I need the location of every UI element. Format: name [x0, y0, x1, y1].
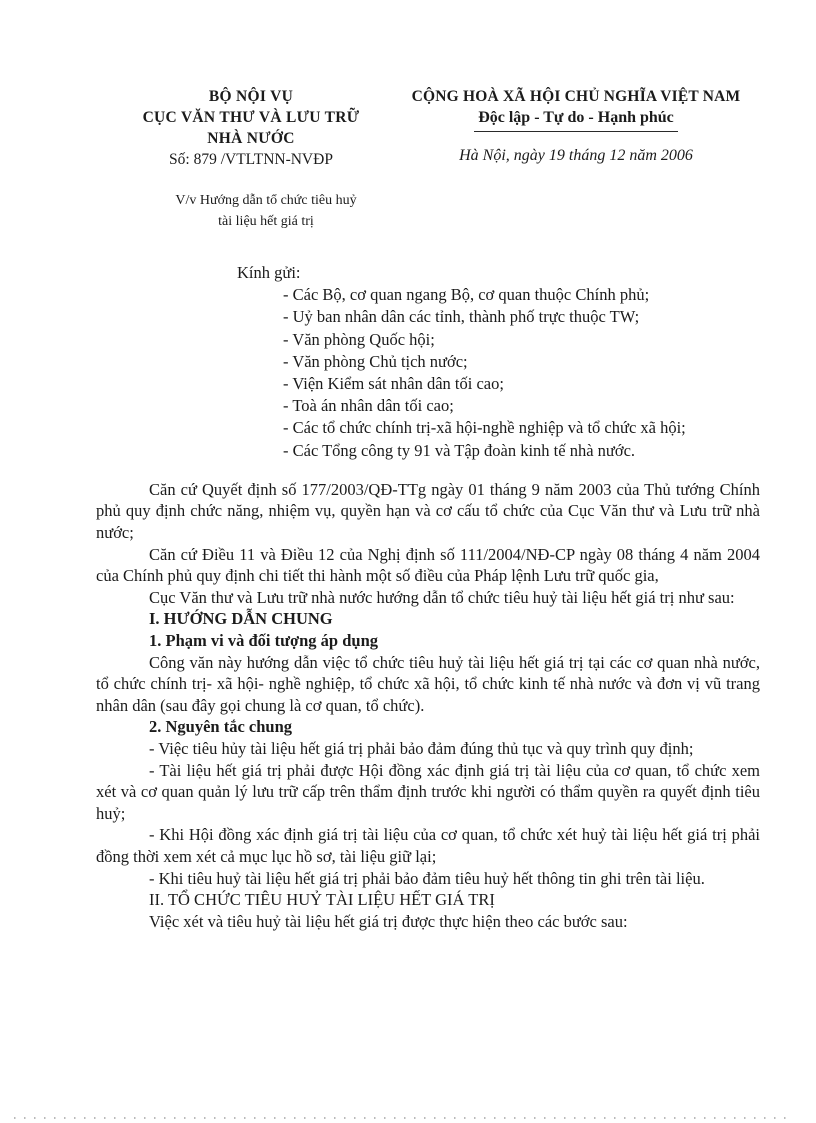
recipient-item: - Các tổ chức chính trị-xã hội-nghề nghiệp và tổ chức xã hội;	[283, 418, 686, 438]
parent-agency-name: BỘ NỘI VỤ	[208, 88, 294, 105]
national-header-block	[392, 86, 760, 232]
recipient-item: - Văn phòng Quốc hội;	[283, 329, 435, 349]
body-bullet-principle-3: - Khi Hội đồng xác định giá trị tài liệu của cơ quan, tổ chức xét huỷ tài liệu hết giá trị phải đồng thời xem xét cả mục lục hồ sơ, tài liệu giữ lại;	[96, 825, 760, 866]
subsection-heading-1-1: 1. Phạm vi và đối tượng áp dụng	[149, 630, 379, 650]
recipient-item: - Các Bộ, cơ quan ngang Bộ, cơ quan thuộc Chính phủ;	[283, 285, 650, 305]
body-paragraph-legal-basis-1: Căn cứ Quyết định số 177/2003/QĐ-TTg ngày 01 tháng 9 năm 2003 của Thủ tướng Chính phủ quy định chức năng, nhiệm vụ, quyền hạn và cơ cấu tổ chức của Cục Văn thư và Lưu trữ nhà nước;	[96, 479, 760, 543]
subject-line-1: V/v Hướng dẫn tổ chức tiêu huỷ	[175, 193, 357, 208]
body-paragraph-intro: Cục Văn thư và Lưu trữ nhà nước hướng dẫn tổ chức tiêu huỷ tài liệu hết giá trị như sau:	[149, 587, 735, 607]
recipient-item: - Các Tổng công ty 91 và Tập đoàn kinh tế nhà nước.	[283, 440, 636, 460]
recipient-item: - Văn phòng Chủ tịch nước;	[283, 351, 468, 371]
document-body	[96, 479, 760, 932]
document-header	[0, 0, 816, 232]
document-content	[0, 262, 816, 932]
national-motto: Độc lập - Tự do - Hạnh phúc	[474, 107, 678, 132]
section-heading-2: II. TỔ CHỨC TIÊU HUỶ TÀI LIỆU HẾT GIÁ TRỊ	[149, 890, 495, 910]
national-motto-wrap	[392, 107, 760, 132]
body-paragraph-scope: Công văn này hướng dẫn việc tổ chức tiêu huỷ tài liệu hết giá trị tại các cơ quan nhà nước, tổ chức chính trị- xã hội- nghề nghiệp, tổ chức xã hội, tổ chức kinh tế nhà nước và đơn vị vũ trang nhân dân (sau đây gọi chung là cơ quan, tổ chức).	[96, 652, 760, 715]
document-number: Số: 879 /VTLTNN-NVĐP	[169, 151, 333, 168]
issuing-agency-block	[110, 86, 392, 232]
national-title: CỘNG HOÀ XÃ HỘI CHỦ NGHĨA VIỆT NAM	[411, 88, 741, 105]
body-bullet-principle-2: - Tài liệu hết giá trị phải được Hội đồng xác định giá trị tài liệu của cơ quan, tổ chức xem xét và cơ quan quản lý lưu trữ cấp trên thẩm định trước khi người có thẩm quyền ra quyết định tiêu huỷ;	[96, 760, 760, 823]
section-heading-1: I. HƯỚNG DẪN CHUNG	[149, 609, 333, 629]
recipient-item: - Viện Kiểm sát nhân dân tối cao;	[283, 374, 504, 394]
recipient-item: - Toà án nhân dân tối cao;	[283, 396, 454, 416]
body-bullet-principle-1: - Việc tiêu hủy tài liệu hết giá trị phải bảo đảm đúng thủ tục và quy trình quy định;	[149, 738, 694, 758]
subject-line-2: tài liệu hết giá trị	[218, 214, 314, 229]
body-bullet-principle-4: - Khi tiêu huỷ tài liệu hết giá trị phải bảo đảm tiêu huỷ hết thông tin ghi trên tài liệu.	[149, 868, 705, 888]
page-bottom-dotted-divider	[14, 1117, 794, 1119]
body-paragraph-legal-basis-2: Căn cứ Điều 11 và Điều 12 của Nghị định số 111/2004/NĐ-CP ngày 08 tháng 4 năm 2004 của Chính phủ quy định chi tiết thi hành một số điều của Pháp lệnh Lưu trữ quốc gia,	[96, 544, 760, 586]
document-subject	[140, 190, 392, 232]
agency-name-line1: CỤC VĂN THƯ VÀ LƯU TRỮ	[142, 109, 360, 126]
body-paragraph-steps-intro: Việc xét và tiêu huỷ tài liệu hết giá trị được thực hiện theo các bước sau:	[149, 911, 628, 931]
recipients-block	[96, 262, 760, 462]
subsection-heading-1-2: 2. Nguyên tắc chung	[149, 717, 293, 737]
recipient-item: - Uỷ ban nhân dân các tỉnh, thành phố trực thuộc TW;	[283, 307, 640, 327]
place-and-date: Hà Nội, ngày 19 tháng 12 năm 2006	[459, 147, 693, 164]
agency-name-line2: NHÀ NƯỚC	[207, 130, 295, 147]
recipients-label: Kính gửi:	[237, 263, 301, 282]
